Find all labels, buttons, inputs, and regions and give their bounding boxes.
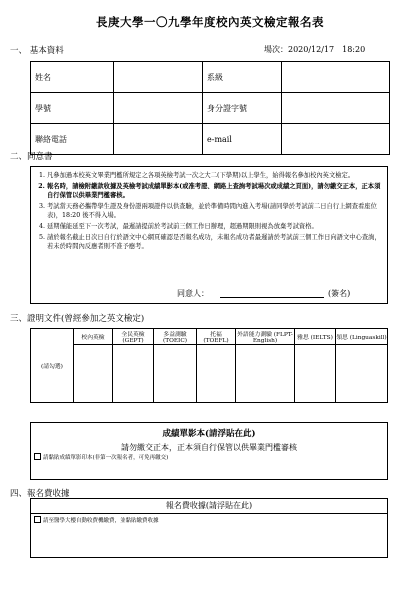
column-header: 外語能力測驗 (FLPT-English) [236, 329, 295, 345]
check-cell[interactable] [336, 345, 388, 403]
section-heading-fee: 四、報名費收據 [10, 489, 70, 499]
field-label: 聯絡電話 [31, 124, 114, 155]
check-cell[interactable] [74, 345, 113, 403]
field-label: 身分證字號 [203, 93, 282, 124]
field-label: e-mail [203, 124, 282, 155]
column-header: 雅思 (IELTS) [295, 329, 336, 345]
signer-label: 同意人： [177, 289, 209, 298]
table-row [31, 62, 390, 93]
checkbox[interactable] [34, 516, 41, 523]
department-input[interactable] [282, 62, 390, 93]
checkbox-label: 請至醫學大樓自動收費機繳費，並黏貼繳費收據 [43, 518, 159, 524]
field-label: 姓名 [31, 62, 114, 93]
field-label: 學號 [31, 93, 114, 124]
table-row [31, 345, 388, 403]
basic-info-table [30, 61, 390, 155]
session-info: 場次：2020/12/17 18:20 [264, 45, 366, 54]
column-header: 校內英檢 [74, 329, 113, 345]
section-heading-consent: 二、同意書 [10, 152, 53, 162]
checkbox[interactable] [34, 453, 41, 460]
email-input[interactable] [282, 124, 390, 155]
signature-line[interactable] [220, 297, 324, 298]
check-cell[interactable] [295, 345, 336, 403]
section-heading-documents: 三、證明文件(曾經參加之英文檢定) [10, 314, 145, 324]
checkbox-label: 請黏貼成績單影印本(非第一次報名者，可免再繳交) [43, 455, 169, 461]
exam-checklist-table [30, 328, 388, 403]
list-item: 3. 考試當天務必攜帶學生證及身份證兩項證件以供查驗，並於準備時間內進入考場(請同學於考試前二日自行上網查看座位表)，18:20 後不得入場。 [47, 202, 381, 220]
upload-title: 成績單影本(請浮貼在此) [162, 429, 256, 439]
table-row [31, 93, 390, 124]
transcript-upload-box [30, 422, 388, 480]
list-item: 1. 凡參加過本校英文畢業門檻所規定之各項英檢考試一次之大二(下學期)以上學生，始得報名參加校內英文檢定。 [47, 171, 381, 180]
table-row [31, 124, 390, 155]
fee-box-title: 報名費收據(請浮貼在此) [31, 499, 387, 514]
check-cell[interactable] [113, 345, 154, 403]
section-heading-basic: 一、 基本資料 [10, 46, 64, 56]
column-header: 全民英檢 (GEPT) [113, 329, 154, 345]
consent-box [30, 166, 388, 304]
check-cell[interactable] [197, 345, 236, 403]
column-header: 托福 (TOEFL) [197, 329, 236, 345]
phone-input[interactable] [114, 124, 203, 155]
check-cell[interactable] [154, 345, 197, 403]
field-label: 系級 [203, 62, 282, 93]
list-item: 2. 報名時，請檢附繳款收據及英檢考試成績單影本(或准考證、網路上查詢考試場次或成績之頁面)，請勿繳交正本，正本須自行保管以供畢業門檻審核。 [47, 182, 381, 200]
table-row [31, 329, 388, 345]
check-cell[interactable] [236, 345, 295, 403]
column-header: 領思 (Linguaskill) [336, 329, 388, 345]
national-id-input[interactable] [282, 93, 390, 124]
list-item: 4. 延期僅能延至下一次考試，最遲請提前於考試前三個工作日辦理，超過期限則視為放棄考試資格。 [47, 222, 381, 231]
upload-note: 請勿繳交正本，正本須自行保管以供畢業門檻審核 [121, 443, 297, 452]
sign-suffix: (簽名) [328, 289, 351, 298]
student-id-input[interactable] [114, 93, 203, 124]
name-input[interactable] [114, 62, 203, 93]
consent-list [37, 171, 381, 251]
list-item: 5. 請於報名截止日次日自行於語文中心網頁確認是否報名成功，未報名成功者最遲請於考試前三個工作日向語文中心查詢，若未於時間內反應者則不准予應考。 [47, 233, 381, 251]
fee-checkbox-row[interactable] [34, 516, 159, 524]
column-header: 多益測驗 (TOEIC) [154, 329, 197, 345]
check-row-label: (請勾選) [31, 329, 74, 403]
fee-receipt-box [30, 498, 388, 558]
transcript-checkbox-row[interactable] [34, 453, 168, 461]
form-title: 長庚大學一〇九學年度校內英文檢定報名表 [96, 15, 324, 29]
